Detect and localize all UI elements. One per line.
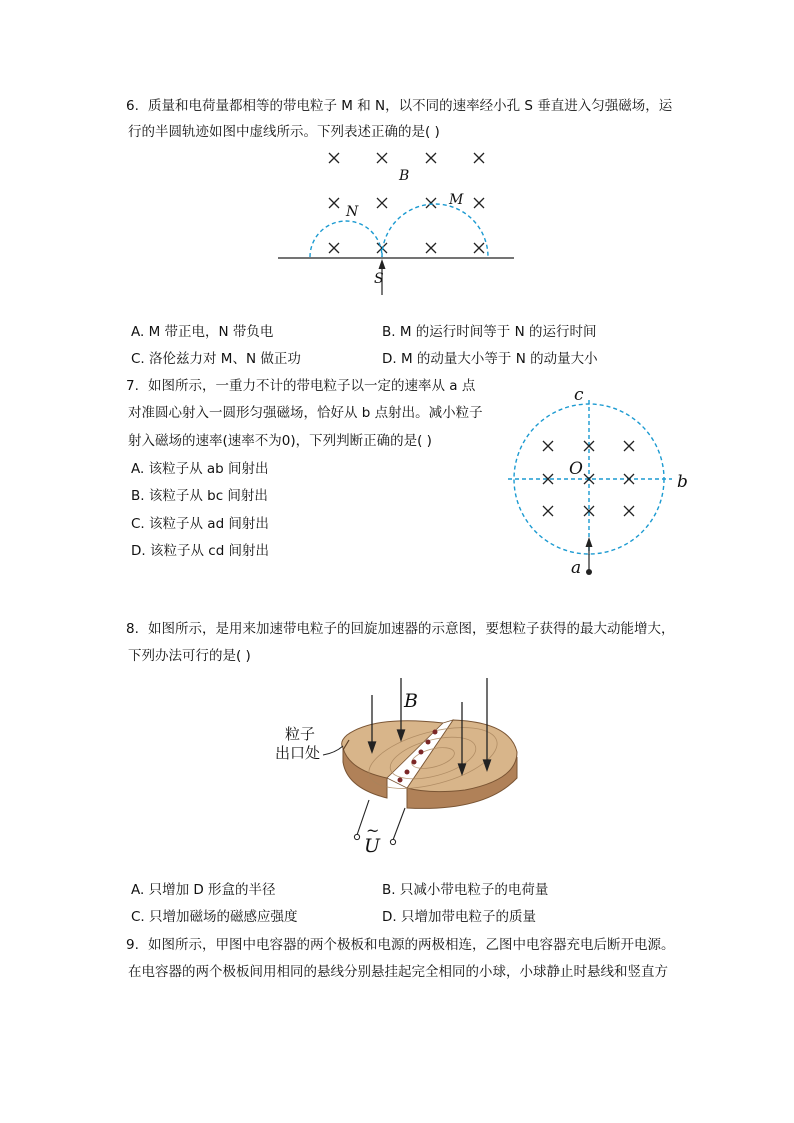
q9-number: 9.	[126, 937, 139, 953]
q7-label-b: b	[677, 472, 688, 492]
q6-stem-line1: 质量和电荷量都相等的带电粒子 M 和 N，以不同的速率经小孔 S 垂直进入匀强磁场，运	[148, 98, 673, 114]
q8-option-b: B. 只减小带电粒子的电荷量	[382, 882, 549, 898]
q7-option-c: C. 该粒子从 ad 间射出	[131, 516, 269, 532]
q7-stem-line3: 射入磁场的速率(速率不为0)，下列判断正确的是( )	[128, 433, 432, 449]
q7-label-c: c	[574, 385, 584, 405]
q8-label-outlet-2: 出口处	[275, 744, 321, 762]
q8-outlet-pointer	[323, 746, 343, 755]
q8-option-c: C. 只增加磁场的磁感应强度	[131, 909, 298, 925]
q6-label-n: N	[346, 204, 359, 220]
q8-cyclotron-figure	[265, 670, 535, 865]
q8-stem-line2: 下列办法可行的是( )	[128, 648, 251, 664]
q8-label-tilde: ~	[366, 821, 380, 840]
q6-number: 6.	[126, 98, 139, 114]
q9-stem-line1: 如图所示，甲图中电容器的两个极板和电源的两极相连，乙图中电容器充电后断开电源。	[148, 937, 675, 953]
q6-stem-line2: 行的半圆轨迹如图中虚线所示。下列表述正确的是( )	[128, 124, 440, 140]
q6-option-c: C. 洛伦兹力对 M、N 做正功	[131, 351, 301, 367]
q6-option-a: A. M 带正电，N 带负电	[131, 324, 274, 340]
q7-number: 7.	[126, 378, 139, 394]
q8-stem-line1: 如图所示，是用来加速带电粒子的回旋加速器的示意图，要想粒子获得的最大动能增大，	[148, 621, 675, 637]
q8-label-b: B	[404, 690, 418, 712]
q6-label-s: S	[374, 271, 384, 287]
q6-figure	[270, 145, 530, 295]
q7-label-o: O	[569, 459, 583, 479]
q6-label-b: B	[399, 168, 410, 184]
q9-stem-line2: 在电容器的两个极板间用相同的悬线分别悬挂起完全相同的小球，小球静止时悬线和竖直方	[128, 964, 668, 980]
q6-trajectory-n	[310, 221, 382, 257]
q7-option-b: B. 该粒子从 bc 间射出	[131, 488, 268, 504]
q8-label-u: U	[364, 835, 381, 857]
q6-option-d: D. M 的动量大小等于 N 的动量大小	[382, 351, 598, 367]
q7-point-a	[586, 569, 592, 575]
q8-option-d: D. 只增加带电粒子的质量	[382, 909, 536, 925]
q7-stem-line2: 对准圆心射入一圆形匀强磁场，恰好从 b 点射出。减小粒子	[128, 405, 483, 421]
q8-number: 8.	[126, 621, 139, 637]
q6-option-b: B. M 的运行时间等于 N 的运行时间	[382, 324, 597, 340]
q7-label-a: a	[571, 558, 582, 578]
q7-stem-line1: 如图所示，一重力不计的带电粒子以一定的速率从 a 点	[148, 378, 476, 394]
q6-label-m: M	[449, 192, 464, 208]
q8-label-outlet-1: 粒子	[285, 725, 316, 743]
q7-option-a: A. 该粒子从 ab 间射出	[131, 461, 269, 477]
q8-option-a: A. 只增加 D 形盒的半径	[131, 882, 276, 898]
q6-trajectory-m	[382, 204, 488, 257]
q7-option-d: D. 该粒子从 cd 间射出	[131, 543, 270, 559]
q7-figure	[500, 380, 700, 580]
